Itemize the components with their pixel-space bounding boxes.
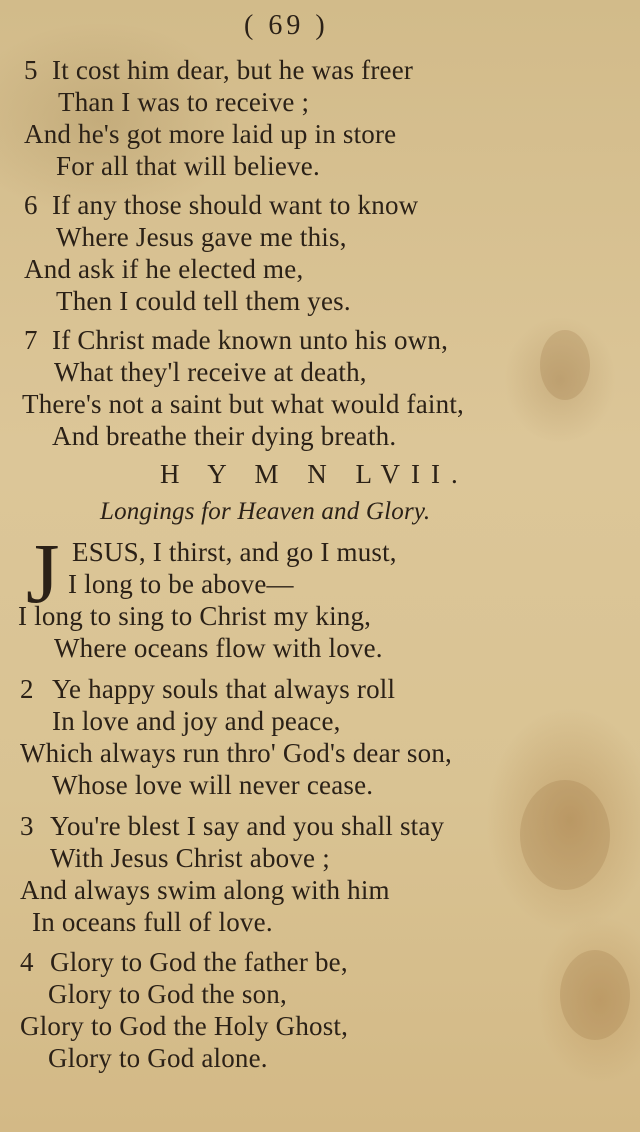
hymn-title: H Y M N LVII. xyxy=(160,459,469,489)
verse-line: Than I was to receive ; xyxy=(58,87,310,117)
verse-line: ESUS, I thirst, and go I must, xyxy=(72,537,397,567)
verse-line: And always swim along with him xyxy=(20,875,390,905)
verse-line: Glory to God the Holy Ghost, xyxy=(20,1011,349,1041)
verse-line: Glory to God alone. xyxy=(48,1043,268,1073)
verse-line: If any those should want to know xyxy=(52,190,419,220)
verse-line: If Christ made known unto his own, xyxy=(52,325,449,355)
verse-line: For all that will believe. xyxy=(56,151,320,181)
verse-line: And ask if he elected me, xyxy=(24,254,304,284)
verse-number: 5 xyxy=(24,55,38,85)
verse-line: In oceans full of love. xyxy=(32,907,273,937)
verse-line: What they'l receive at death, xyxy=(54,357,367,387)
verse-number: 2 xyxy=(20,674,34,704)
paper-stain xyxy=(560,950,630,1040)
paper-stain xyxy=(520,780,610,890)
verse-line: I long to be above— xyxy=(68,569,294,599)
verse-number: 4 xyxy=(20,947,34,977)
hymn-subtitle: Longings for Heaven and Glory. xyxy=(100,498,431,525)
verse-line: Which always run thro' God's dear son, xyxy=(20,738,452,768)
verse-number: 3 xyxy=(20,811,34,841)
verse-line: Where oceans flow with love. xyxy=(54,633,383,663)
verse-line: With Jesus Christ above ; xyxy=(50,843,330,873)
verse-number: 7 xyxy=(24,325,38,355)
verse-line: Glory to God the son, xyxy=(48,979,287,1009)
page-number: ( 69 ) xyxy=(244,10,329,41)
verse-line: Whose love will never cease. xyxy=(52,770,374,800)
verse-line: Glory to God the father be, xyxy=(50,947,348,977)
verse-line: And breathe their dying breath. xyxy=(52,421,397,451)
verse-line: Then I could tell them yes. xyxy=(56,286,351,316)
verse-line: I long to sing to Christ my king, xyxy=(18,601,372,631)
verse-line: There's not a saint but what would faint, xyxy=(22,389,464,419)
paper-stain xyxy=(540,330,590,400)
verse-line: You're blest I say and you shall stay xyxy=(50,811,445,841)
verse-line: It cost him dear, but he was freer xyxy=(52,55,414,85)
verse-number: 6 xyxy=(24,190,38,220)
verse-line: Where Jesus gave me this, xyxy=(56,222,347,252)
verse-line: And he's got more laid up in store xyxy=(24,119,397,149)
verse-line: Ye happy souls that always roll xyxy=(52,674,396,704)
verse-line: In love and joy and peace, xyxy=(52,706,341,736)
drop-cap: J xyxy=(26,525,60,621)
